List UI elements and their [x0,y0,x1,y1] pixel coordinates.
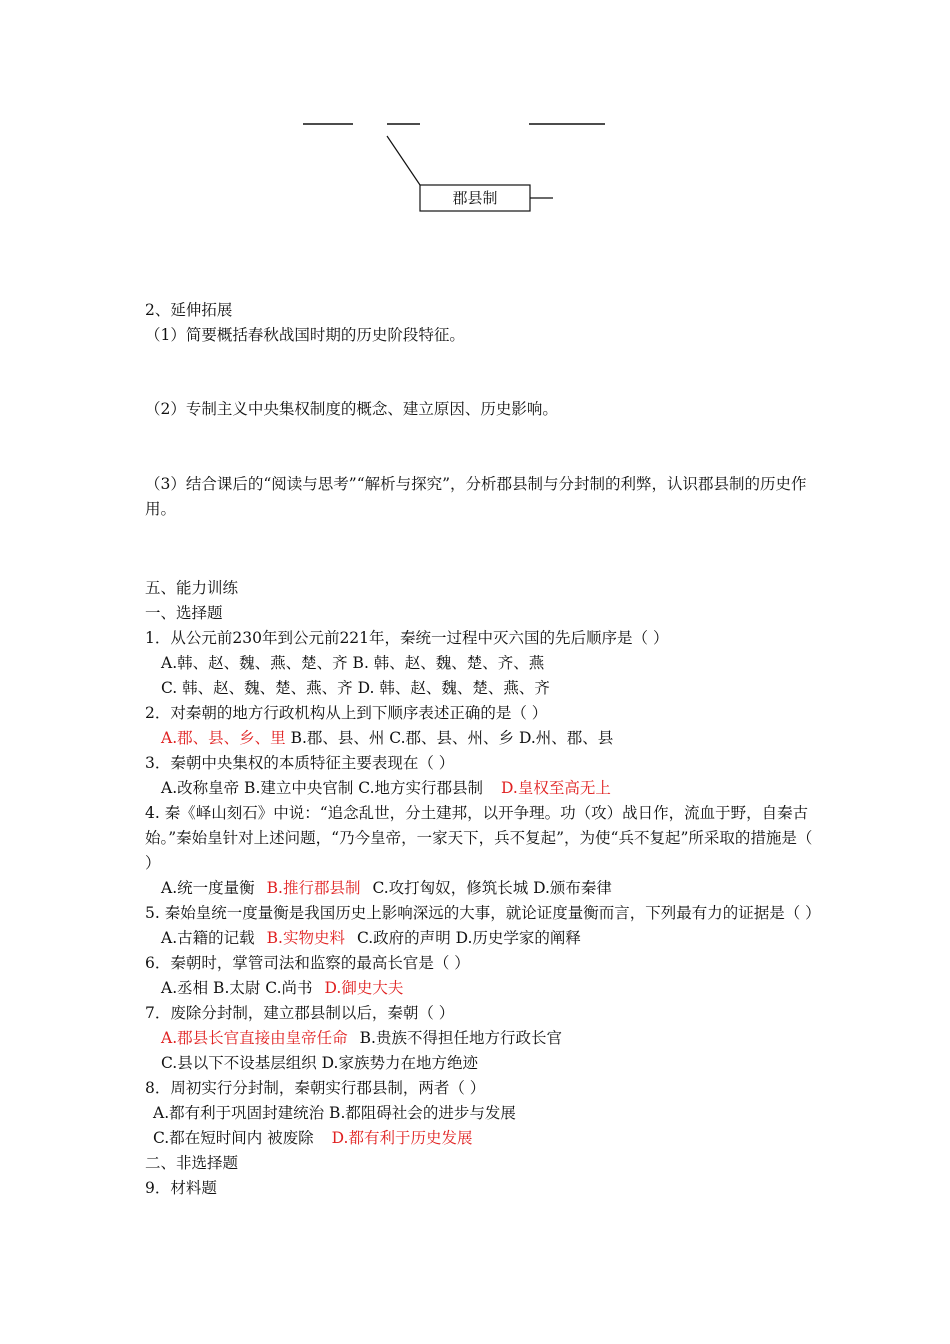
q9-stem: 9．材料题 [145,1179,217,1197]
section2-q3: （3）结合课后的“阅读与思考”“解析与探究”，分析郡县制与分封制的利弊，认识郡县制的历史作用。 [145,475,807,518]
q7-stem: 7．废除分封制，建立郡县制以后，秦朝（ ） [145,1004,455,1022]
q5-options [145,926,815,951]
q3-answer: D.皇权至高无上 [501,779,611,797]
q8-options-ab: A.都有利于巩固封建统治 B.都阻碍社会的进步与发展 [153,1104,516,1122]
section2-q1: （1）简要概括春秋战国时期的历史阶段特征。 [145,326,465,344]
q4-option-cd: C.攻打匈奴，修筑长城 D.颁布秦律 [372,879,612,897]
connector-diagonal [387,136,420,185]
q5-option-cd: C.政府的声明 D.历史学家的阐释 [356,929,581,947]
q4-options [145,876,815,901]
q6-answer: D.御史大夫 [324,979,404,997]
q2-options [145,726,815,751]
q4-option-a: A.统一度量衡 [161,879,255,897]
q1-stem: 1．从公元前230年到公元前221年，秦统一过程中灭六国的先后顺序是（ ） [145,629,669,647]
q7-answer: A.郡县长官直接由皇帝任命 [161,1029,348,1047]
q8-answer: D.都有利于历史发展 [331,1129,473,1147]
q4-stem: 4. 秦《峄山刻石》中说：“追念乱世，分土建邦，以开争理。功（攻）战日作，流血于野，自秦古始。”秦始皇针对上述问题，“乃今皇帝，一家天下，兵不复起”，为使“兵不复起”所采取的措施是（ ） [145,804,813,872]
q2-other-options: B.郡、县、州 C.郡、县、州、乡 D.州、郡、县 [290,729,614,747]
q7-options-ab [145,1026,815,1051]
box-label: 郡县制 [452,189,498,207]
part1-title: 一、选择题 [145,604,223,622]
document-body [145,298,821,1201]
part2-title: 二、非选择题 [145,1154,239,1172]
q3-options [145,776,815,801]
q8-options-cd [145,1126,815,1151]
q8-stem: 8．周初实行分封制，秦朝实行郡县制，两者（ ） [145,1079,486,1097]
section2-q2: （2）专制主义中央集权制度的概念、建立原因、历史影响。 [145,400,558,418]
q3-stem: 3．秦朝中央集权的本质特征主要表现在（ ） [145,754,455,772]
q3-other-options: A.改称皇帝 B.建立中央官制 C.地方实行郡县制 [161,779,484,797]
q4-answer: B.推行郡县制 [266,879,361,897]
q5-stem: 5. 秦始皇统一度量衡是我国历史上影响深远的大事，就论证度量衡而言，下列最有力的证据是（ ） [145,904,821,922]
q1-options-cd: C. 韩、赵、魏、楚、燕、齐 D. 韩、赵、魏、楚、燕、齐 [161,679,550,697]
q1-options-ab: A.韩、赵、魏、燕、楚、齐 B. 韩、赵、魏、楚、齐、燕 [161,654,545,672]
section5-title: 五、能力训练 [145,579,239,597]
q7-option-b: B.贵族不得担任地方行政长官 [359,1029,562,1047]
q5-option-a: A.古籍的记载 [161,929,255,947]
q2-answer: A.郡、县、乡、里 [161,729,286,747]
q6-stem: 6．秦朝时，掌管司法和监察的最高长官是（ ） [145,954,470,972]
q2-stem: 2．对秦朝的地方行政机构从上到下顺序表述正确的是（ ） [145,704,548,722]
q6-options [145,976,815,1001]
q8-option-c: C.都在短时间内 被废除 [153,1129,314,1147]
q5-answer: B.实物史料 [266,929,345,947]
q7-options-cd: C.县以下不设基层组织 D.家族势力在地方绝迹 [161,1054,478,1072]
section2-title: 2、延伸拓展 [145,301,233,319]
q6-other-options: A.丞相 B.太尉 C.尚书 [161,979,313,997]
structure-diagram [0,0,950,260]
